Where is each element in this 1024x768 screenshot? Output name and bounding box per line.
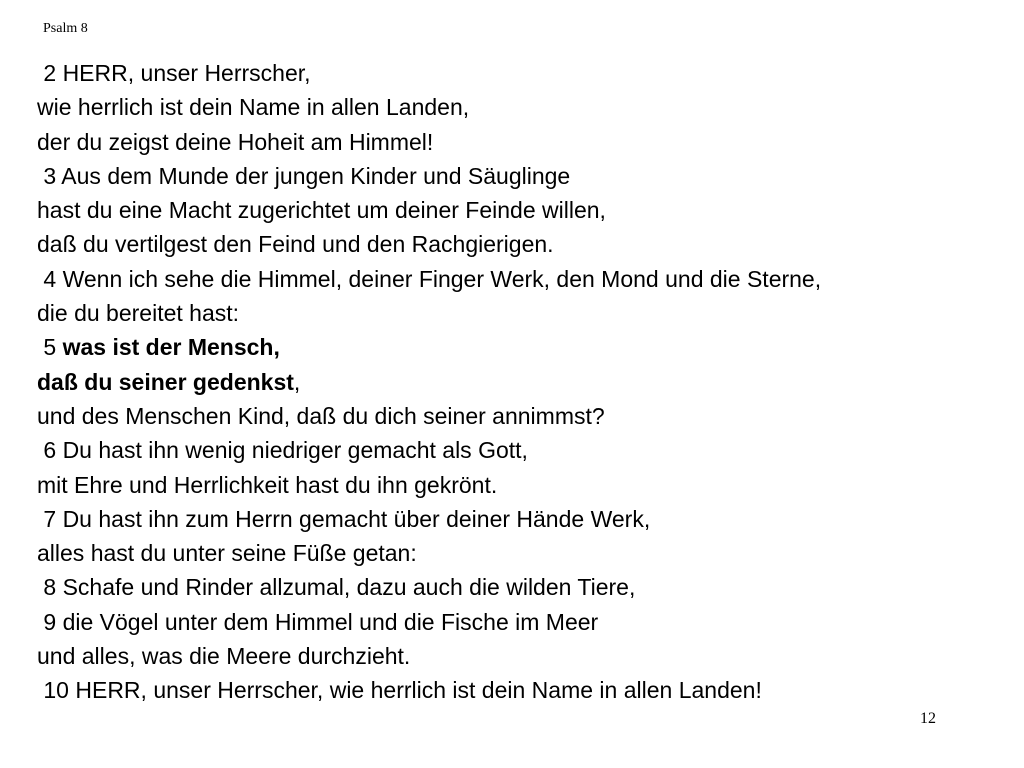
verse-text: 2 HERR, unser Herrscher, — [37, 60, 311, 86]
verse-line — [37, 365, 1022, 399]
verse-line — [37, 227, 1022, 261]
verse-text: 4 Wenn ich sehe die Himmel, deiner Finger Werk, den Mond und die Sterne, — [37, 265, 822, 292]
verse-line — [37, 125, 1022, 159]
verse-text: alles hast du unter seine Füße getan: — [37, 540, 417, 567]
verse-text: 7 Du hast ihn zum Herrn gemacht über deiner Hände Werk, — [37, 505, 651, 532]
verse-text: 5 — [37, 334, 63, 361]
verse-line — [37, 90, 1022, 124]
verse-text: 6 Du hast ihn wenig niedriger gemacht als Gott, — [37, 437, 528, 464]
verse-line — [37, 193, 1022, 227]
verse-text: die du bereitet hast: — [37, 300, 240, 327]
verse-line — [37, 468, 1022, 502]
verse-line — [37, 536, 1022, 570]
verse-line — [37, 262, 1022, 296]
verse-text: mit Ehre und Herrlichkeit hast du ihn gekrönt. — [37, 471, 498, 498]
verse-line — [37, 330, 1022, 364]
verse-text: und des Menschen Kind, daß du dich seiner annimmst? — [37, 402, 605, 429]
psalm-text — [37, 56, 1022, 708]
verse-text-bold: daß du seiner gedenkst — [37, 368, 294, 395]
verse-text: 8 Schafe und Rinder allzumal, dazu auch die wilden Tiere, — [37, 574, 636, 601]
verse-text: und alles, was die Meere durchzieht. — [37, 643, 411, 670]
verse-line — [37, 570, 1022, 604]
verse-text: , — [293, 368, 301, 395]
verse-line — [37, 673, 1022, 707]
verse-line — [37, 56, 1022, 90]
verse-text: wie herrlich ist dein Name in allen Landen, — [37, 94, 470, 121]
verse-text: 9 die Vögel unter dem Himmel und die Fische im Meer — [37, 608, 599, 635]
verse-line — [37, 296, 1022, 330]
verse-line — [37, 502, 1022, 536]
verse-line — [37, 433, 1022, 467]
verse-line — [37, 399, 1022, 433]
verse-line — [37, 605, 1022, 639]
verse-text: 10 HERR, unser Herrscher, wie herrlich ist dein Name in allen Landen! — [37, 677, 762, 704]
page-number: 12 — [920, 710, 936, 727]
slide-header: Psalm 8 — [43, 21, 88, 36]
verse-text: 3 Aus dem Munde der jungen Kinder und Säuglinge — [37, 162, 571, 189]
verse-line — [37, 159, 1022, 193]
verse-text-bold: was ist der Mensch, — [62, 334, 280, 361]
verse-text: hast du eine Macht zugerichtet um deiner Feinde willen, — [37, 197, 606, 224]
verse-text: daß du vertilgest den Feind und den Rachgierigen. — [37, 231, 554, 258]
verse-line — [37, 639, 1022, 673]
verse-text: der du zeigst deine Hoheit am Himmel! — [37, 128, 434, 155]
